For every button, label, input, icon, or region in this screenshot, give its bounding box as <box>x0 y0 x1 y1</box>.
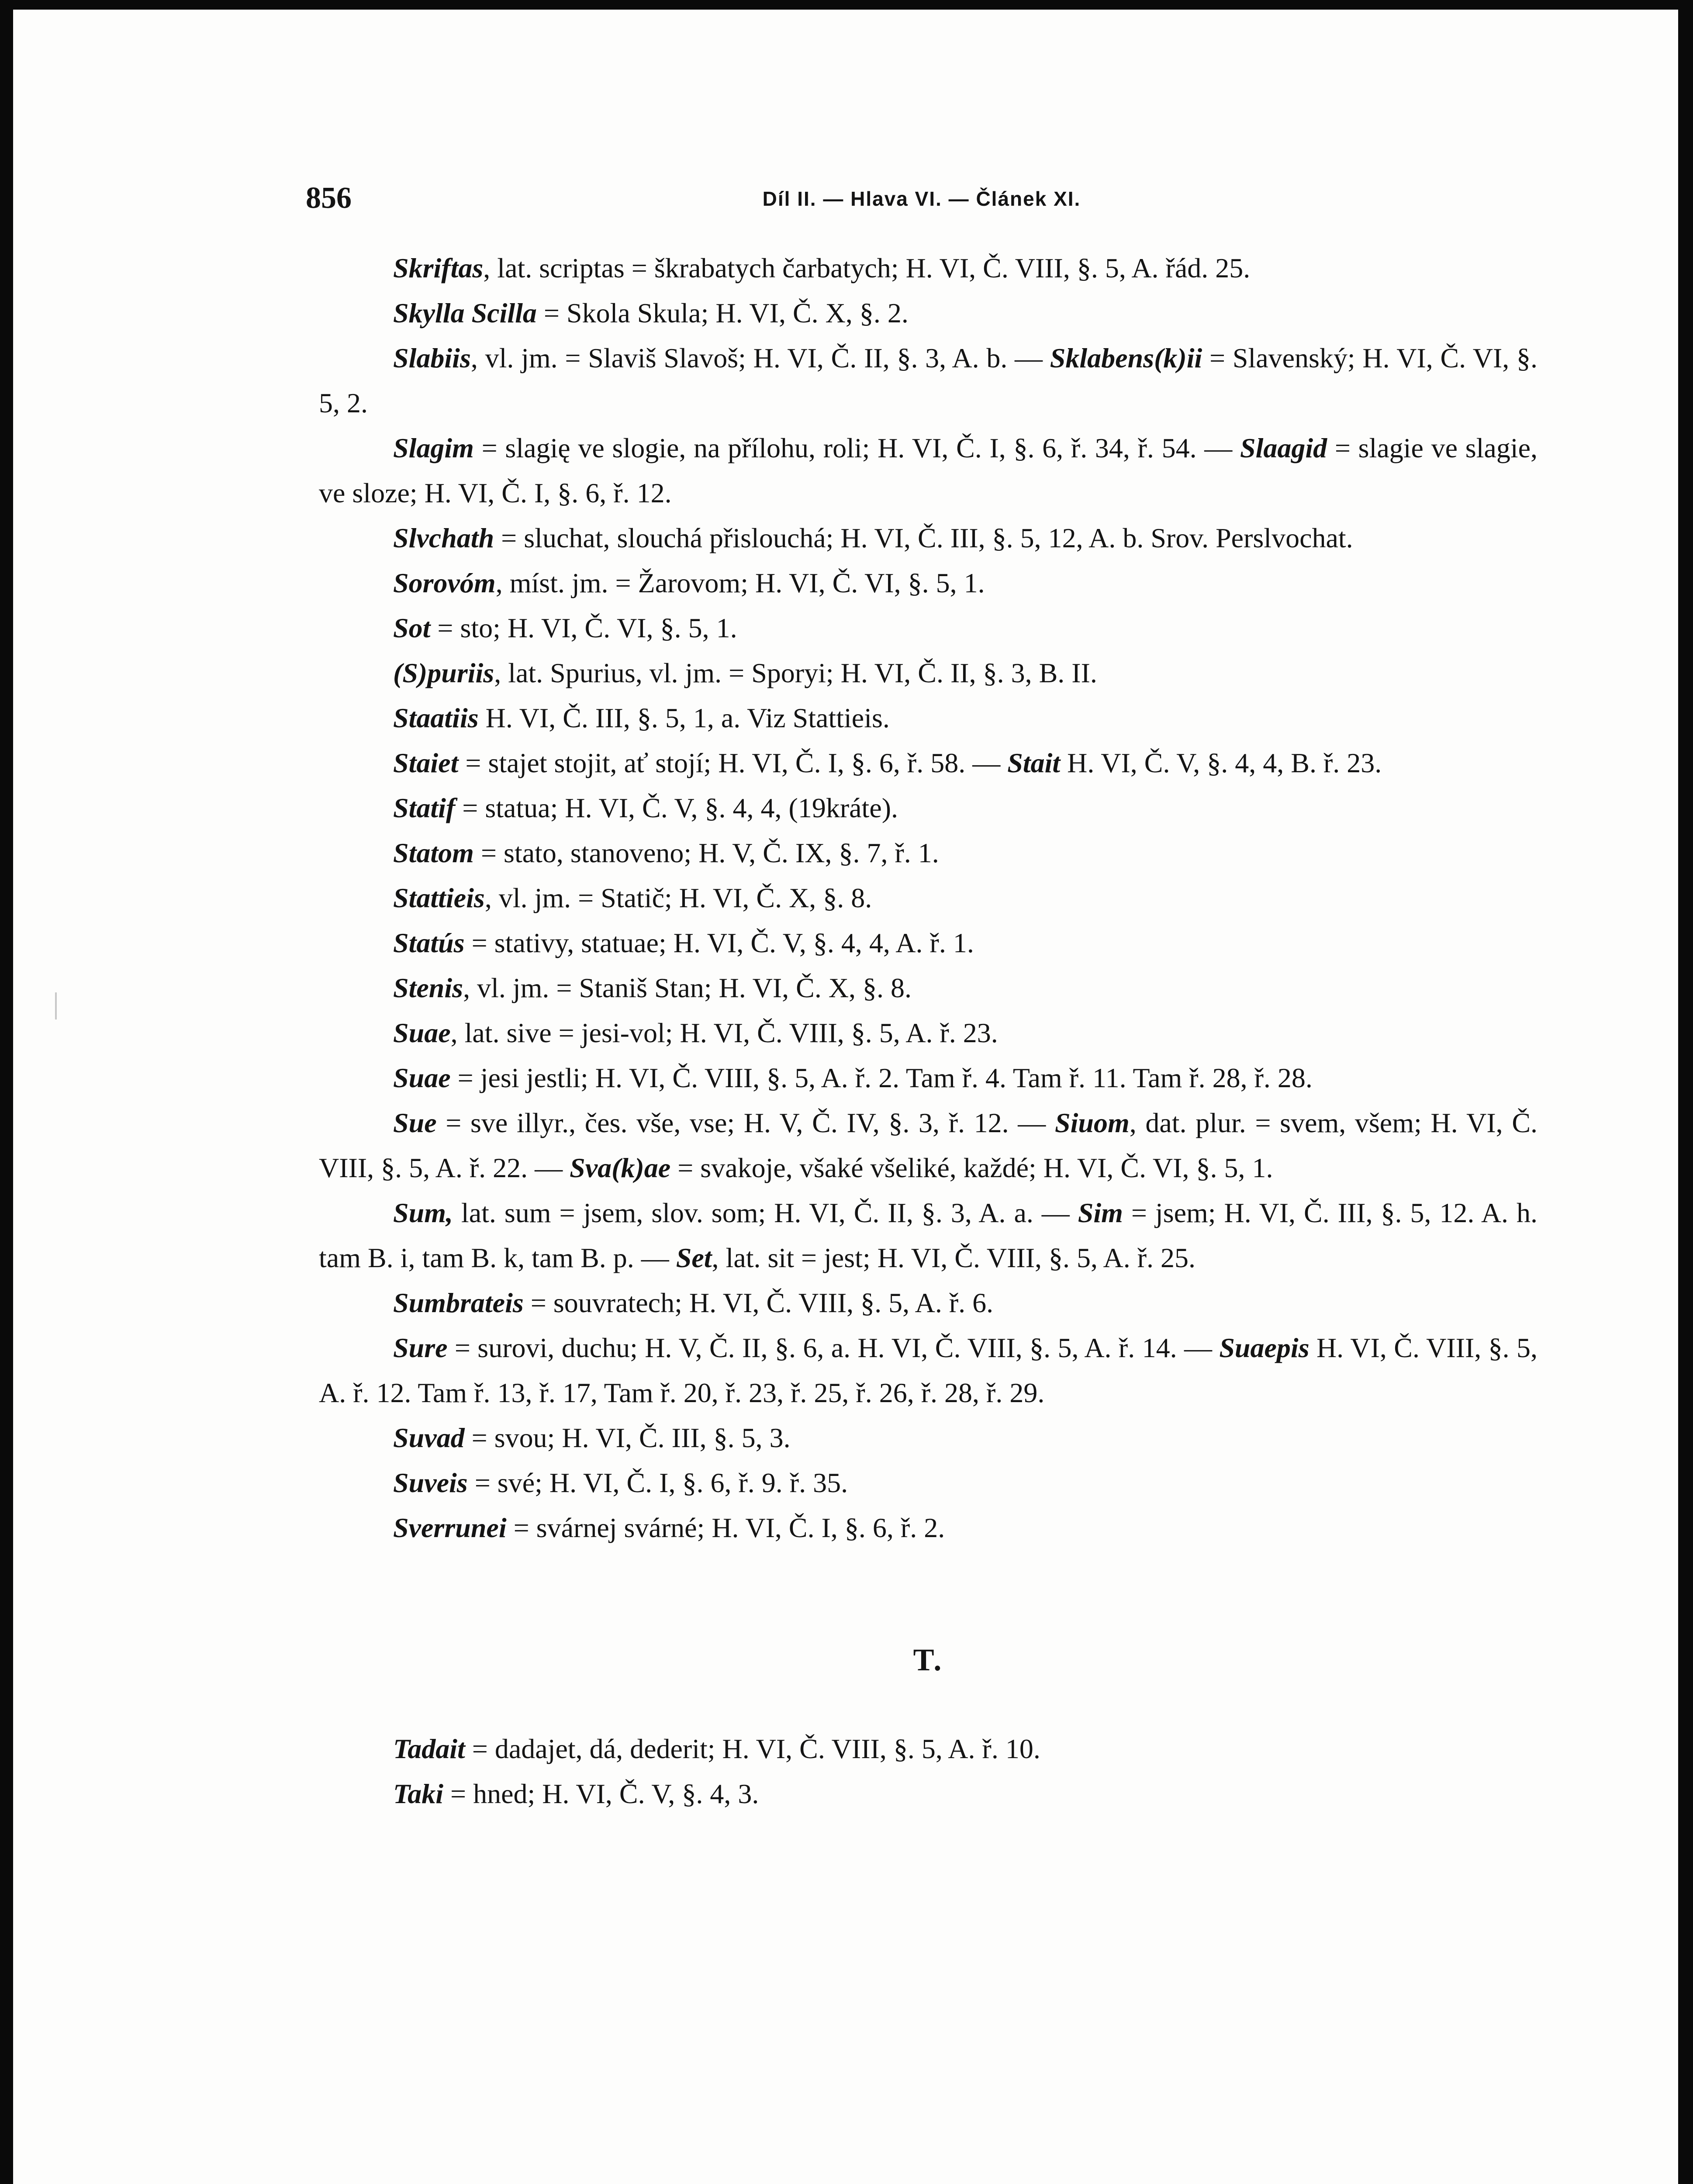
entry-term: Sot <box>393 612 431 643</box>
dictionary-entry <box>319 515 1538 560</box>
dictionary-entry <box>319 1505 1538 1550</box>
page-number: 856 <box>306 181 352 215</box>
entry-definition: = jesi jestli; H. VI, Č. VIII, §. 5, A. ř. 2. Tam ř. 4. Tam ř. 11. Tam ř. 28, ř. 28. <box>450 1062 1313 1093</box>
entry-term: Suvad <box>393 1422 465 1453</box>
entry-term: Statom <box>393 837 474 868</box>
entry-definition: = stato, stanoveno; H. V, Č. IX, §. 7, ř. 1. <box>473 837 939 868</box>
dictionary-entry <box>319 290 1538 335</box>
entry-definition: , lat. Spurius, vl. jm. = Sporyi; H. VI, Č. II, §. 3, B. II. <box>494 657 1097 688</box>
scan-margin-mark <box>55 992 57 1019</box>
entry-definition: = dadajet, dá, dederit; H. VI, Č. VIII, §. 5, A. ř. 10. <box>465 1733 1040 1764</box>
dictionary-entry <box>319 1325 1538 1415</box>
entry-term: Sum, <box>393 1197 453 1228</box>
entry-definition: = svou; H. VI, Č. III, §. 5, 3. <box>464 1422 791 1453</box>
entry-term: Sverrunei <box>393 1512 507 1543</box>
entry-term: Suae <box>393 1062 451 1093</box>
entry-term: Stait <box>1007 747 1061 778</box>
entry-term: Statús <box>393 927 465 958</box>
entry-definition: = stajet stojit, ať stojí; H. VI, Č. I, §. 6, ř. 58. — <box>458 747 1008 778</box>
running-head: Díl II. — Hlava VI. — Článek XI. <box>762 187 1081 210</box>
entry-definition: = slagie ve slagie, ve sloze; H. VI, Č. I, §. 6, ř. 12. <box>319 432 1538 508</box>
dictionary-entry <box>319 740 1538 785</box>
dictionary-entry <box>319 830 1538 875</box>
entry-term: Skylla Scilla <box>393 297 537 328</box>
dictionary-entry <box>319 1280 1538 1325</box>
entry-definition: = slagię ve slogie, na přílohu, roli; H. VI, Č. I, §. 6, ř. 34, ř. 54. — <box>473 432 1240 463</box>
entries-section-s <box>319 245 1538 1550</box>
entry-definition: = jsem; H. VI, Č. III, §. 5, 12. A. h. tam B. i, tam B. k, tam B. p. — <box>319 1197 1538 1273</box>
dictionary-entry <box>319 920 1538 965</box>
dictionary-entry <box>319 1100 1538 1190</box>
entry-definition: lat. sum = jsem, slov. som; H. VI, Č. II, §. 3, A. a. — <box>453 1197 1078 1228</box>
entry-term: Tadait <box>393 1733 465 1764</box>
entry-term: Slagim <box>393 432 474 463</box>
dictionary-entry <box>319 1055 1538 1100</box>
dictionary-entry <box>319 1415 1538 1460</box>
entry-definition: = hned; H. VI, Č. V, §. 4, 3. <box>443 1778 759 1809</box>
entry-term: Stenis <box>393 972 463 1003</box>
dictionary-entry <box>319 1190 1538 1280</box>
entry-term: Sumbrateis <box>393 1287 524 1318</box>
entry-term: Staatiis <box>393 702 479 733</box>
entry-term: Sue <box>393 1107 437 1138</box>
entry-definition: = Skola Skula; H. VI, Č. X, §. 2. <box>536 297 909 328</box>
entry-definition: = stativy, statuae; H. VI, Č. V, §. 4, 4, A. ř. 1. <box>464 927 974 958</box>
entry-term: Slaagid <box>1240 432 1327 463</box>
dictionary-entry <box>319 695 1538 740</box>
entry-definition: = souvratech; H. VI, Č. VIII, §. 5, A. ř. 6. <box>523 1287 994 1318</box>
dictionary-entry <box>319 1726 1538 1771</box>
entry-term: Sim <box>1078 1197 1123 1228</box>
entry-definition: , míst. jm. = Žarovom; H. VI, Č. VI, §. 5, 1. <box>495 567 985 598</box>
entry-definition: , vl. jm. = Staniš Stan; H. VI, Č. X, §. 8. <box>463 972 912 1003</box>
entry-term: Staiet <box>393 747 459 778</box>
dictionary-entry <box>319 1460 1538 1505</box>
entry-definition: = své; H. VI, Č. I, §. 6, ř. 9. ř. 35. <box>467 1467 848 1498</box>
entry-definition: , vl. jm. = Statič; H. VI, Č. X, §. 8. <box>484 882 872 913</box>
dictionary-entry <box>319 560 1538 605</box>
entry-term: Sure <box>393 1332 448 1363</box>
entry-definition: , lat. sive = jesi-vol; H. VI, Č. VIII, §. 5, A. ř. 23. <box>450 1017 998 1048</box>
entry-term: Set <box>676 1242 712 1273</box>
entry-term: Skriftas <box>393 252 484 283</box>
entry-term: Suveis <box>393 1467 468 1498</box>
entry-definition: = Slavenský; H. VI, Č. VI, §. 5, 2. <box>319 342 1538 418</box>
entry-term: Slabiis <box>393 342 471 373</box>
entry-term: (S)puriis <box>393 657 494 688</box>
entry-definition: H. VI, Č. VIII, §. 5, A. ř. 12. Tam ř. 13, ř. 17, Tam ř. 20, ř. 23, ř. 25, ř. 26, ř. 28, ř. 29. <box>319 1332 1538 1408</box>
entry-definition: = statua; H. VI, Č. V, §. 4, 4, (19kráte). <box>455 792 898 823</box>
entry-term: Slvchath <box>393 522 494 553</box>
entry-term: Suae <box>393 1017 451 1048</box>
entry-term: Siuom <box>1054 1107 1130 1138</box>
entry-term: Sorovóm <box>393 567 496 598</box>
entry-term: Stattieis <box>393 882 485 913</box>
entry-definition: = sve illyr., čes. vše, vse; H. V, Č. IV, §. 3, ř. 12. — <box>436 1107 1055 1138</box>
entry-definition: H. VI, Č. V, §. 4, 4, B. ř. 23. <box>1060 747 1382 778</box>
entry-definition: , lat. scriptas = škrabatych čarbatych; H. VI, Č. VIII, §. 5, A. řád. 25. <box>483 252 1251 283</box>
page-header <box>306 181 1538 220</box>
dictionary-entry <box>319 785 1538 830</box>
entry-definition: = svakoje, všaké všeliké, každé; H. VI, Č. VI, §. 5, 1. <box>670 1152 1273 1183</box>
entry-definition: , lat. sit = jest; H. VI, Č. VIII, §. 5, A. ř. 25. <box>712 1242 1195 1273</box>
dictionary-entry <box>319 425 1538 515</box>
entry-term: Sklabens(k)ii <box>1050 342 1202 373</box>
entry-definition: , vl. jm. = Slaviš Slavoš; H. VI, Č. II, §. 3, A. b. — <box>470 342 1050 373</box>
entry-definition: , dat. plur. = svem, všem; H. VI, Č. VIII, §. 5, A. ř. 22. — <box>319 1107 1538 1183</box>
dictionary-entry <box>319 1771 1538 1816</box>
dictionary-body <box>319 245 1538 1816</box>
section-heading-t: T. <box>913 1642 943 1677</box>
dictionary-entry <box>319 650 1538 695</box>
entry-term: Sva(k)ae <box>570 1152 671 1183</box>
entry-definition: = sto; H. VI, Č. VI, §. 5, 1. <box>430 612 737 643</box>
dictionary-entry <box>319 335 1538 425</box>
entry-definition: = surovi, duchu; H. V, Č. II, §. 6, a. H. VI, Č. VIII, §. 5, A. ř. 14. — <box>447 1332 1220 1363</box>
entry-term: Taki <box>393 1778 443 1809</box>
dictionary-entry <box>319 1010 1538 1055</box>
dictionary-entry <box>319 965 1538 1010</box>
entry-definition: = svárnej svárné; H. VI, Č. I, §. 6, ř. 2. <box>506 1512 945 1543</box>
entry-term: Suaepis <box>1219 1332 1309 1363</box>
dictionary-entry <box>319 605 1538 650</box>
entries-section-t <box>319 1726 1538 1816</box>
entry-definition: H. VI, Č. III, §. 5, 1, a. Viz Stattieis. <box>478 702 890 733</box>
dictionary-entry <box>319 245 1538 290</box>
entry-definition: = sluchat, slouchá přislouchá; H. VI, Č. III, §. 5, 12, A. b. Srov. Perslvochat. <box>494 522 1353 553</box>
entry-term: Statif <box>393 792 456 823</box>
dictionary-entry <box>319 875 1538 920</box>
